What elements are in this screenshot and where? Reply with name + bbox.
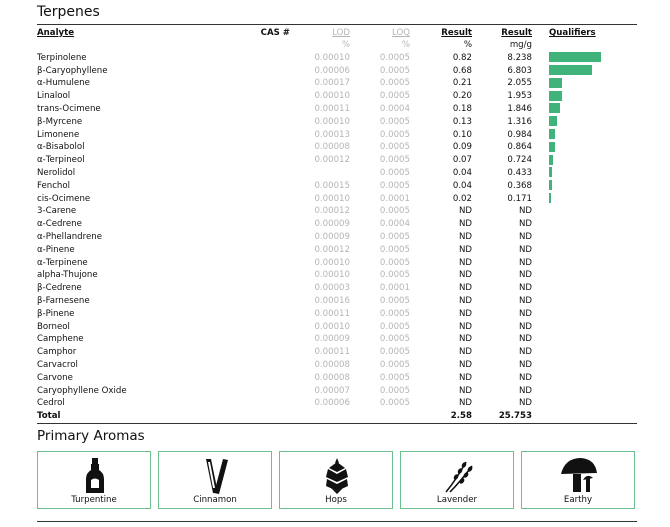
analyte-name: α-Bisabolol xyxy=(37,142,85,153)
result-bar xyxy=(549,116,557,126)
result-pct: 0.04 xyxy=(452,167,472,178)
lod-value: 0.00013 xyxy=(314,129,350,140)
result-pct: ND xyxy=(458,231,472,242)
result-bar xyxy=(549,142,555,152)
analyte-name: α-Terpineol xyxy=(37,155,85,166)
lod-value: 0.00010 xyxy=(314,257,350,268)
cas-number xyxy=(250,141,290,154)
analyte-name: α-Terpinene xyxy=(37,257,88,268)
lod-value: 0.00008 xyxy=(314,372,350,383)
qualifier-cell xyxy=(532,333,654,346)
loq-value: 0.0005 xyxy=(379,321,410,332)
loq-value: 0.0005 xyxy=(379,167,410,178)
result-mg: 1.953 xyxy=(507,91,532,102)
table-row xyxy=(37,372,654,385)
result-mg: ND xyxy=(518,372,532,383)
lod-value: 0.00010 xyxy=(314,321,350,332)
result-bar xyxy=(549,78,562,88)
result-mg: ND xyxy=(518,308,532,319)
analyte-name: cis-Ocimene xyxy=(37,193,91,204)
lod-value: 0.00006 xyxy=(314,65,350,76)
result-pct: ND xyxy=(458,398,472,409)
analyte-name: Carvacrol xyxy=(37,359,78,370)
loq-value: 0.0005 xyxy=(379,244,410,255)
unit-loq: % xyxy=(401,40,410,50)
qualifier-cell xyxy=(532,282,654,295)
loq-value: 0.0005 xyxy=(379,52,410,63)
result-bar xyxy=(549,155,553,165)
qualifier-cell xyxy=(532,103,654,116)
table-row xyxy=(37,77,654,90)
lod-value: 0.00012 xyxy=(314,155,350,166)
terpenes-table xyxy=(37,28,654,423)
table-row xyxy=(37,231,654,244)
result-mg: 1.316 xyxy=(507,116,532,127)
analyte-name: α-Humulene xyxy=(37,78,90,89)
qualifier-cell xyxy=(532,244,654,257)
loq-value: 0.0005 xyxy=(379,372,410,383)
result-mg: 0.368 xyxy=(507,180,532,191)
table-row xyxy=(37,269,654,282)
result-pct: ND xyxy=(458,295,472,306)
table-row xyxy=(37,397,654,410)
cas-number xyxy=(250,372,290,385)
result-mg: 0.171 xyxy=(507,193,532,204)
lod-value: 0.00008 xyxy=(314,359,350,370)
unit-result-pct: % xyxy=(463,40,472,50)
result-mg: ND xyxy=(518,398,532,409)
cas-number xyxy=(250,282,290,295)
qualifier-cell xyxy=(532,231,654,244)
qualifier-cell xyxy=(532,218,654,231)
table-row xyxy=(37,257,654,270)
unit-lod: % xyxy=(341,40,350,50)
cas-number xyxy=(250,90,290,103)
qualifier-cell xyxy=(532,129,654,142)
qualifier-cell xyxy=(532,346,654,359)
cas-number xyxy=(250,321,290,334)
analyte-name: 3-Carene xyxy=(37,206,77,217)
table-row xyxy=(37,282,654,295)
loq-value: 0.0005 xyxy=(379,206,410,217)
analyte-name: Nerolidol xyxy=(37,167,76,178)
cas-number xyxy=(250,244,290,257)
cas-number xyxy=(250,180,290,193)
table-row xyxy=(37,359,654,372)
loq-value: 0.0004 xyxy=(379,103,410,114)
loq-value: 0.0005 xyxy=(379,385,410,396)
cas-number xyxy=(250,359,290,372)
analyte-name: alpha-Thujone xyxy=(37,270,98,281)
result-bar xyxy=(549,65,592,75)
total-mg: 25.753 xyxy=(498,411,532,422)
analyte-name: Camphor xyxy=(37,347,77,358)
loq-value: 0.0005 xyxy=(379,308,410,319)
cas-number xyxy=(250,52,290,65)
loq-value: 0.0005 xyxy=(379,116,410,127)
result-mg: 0.864 xyxy=(507,142,532,153)
qualifier-cell xyxy=(532,308,654,321)
result-pct: 0.18 xyxy=(452,103,472,114)
result-bar xyxy=(549,103,560,113)
result-bar xyxy=(549,91,562,101)
primary-aromas-title: Primary Aromas xyxy=(37,428,145,444)
loq-value: 0.0005 xyxy=(379,155,410,166)
table-units-row xyxy=(37,39,654,52)
qualifier-cell xyxy=(532,90,654,103)
lod-value: 0.00012 xyxy=(314,244,350,255)
loq-value: 0.0005 xyxy=(379,78,410,89)
loq-value: 0.0005 xyxy=(379,359,410,370)
qualifier-cell xyxy=(532,167,654,180)
turpentine-bottle-icon xyxy=(75,456,115,496)
qualifier-cell xyxy=(532,52,654,65)
lod-value: 0.00006 xyxy=(314,398,350,409)
total-label: Total xyxy=(37,411,61,422)
result-pct: ND xyxy=(458,385,472,396)
result-mg: 6.803 xyxy=(507,65,532,76)
analyte-name: Fenchol xyxy=(37,180,71,191)
result-mg: ND xyxy=(518,244,532,255)
analyte-name: β-Farnesene xyxy=(37,295,90,306)
table-row xyxy=(37,308,654,321)
lod-value: 0.00009 xyxy=(314,334,350,345)
result-bar xyxy=(549,129,555,139)
loq-value: 0.0005 xyxy=(379,257,410,268)
unit-result-mg: mg/g xyxy=(509,40,532,50)
lod-value: 0.00009 xyxy=(314,231,350,242)
analyte-name: β-Pinene xyxy=(37,308,75,319)
qualifier-cell xyxy=(532,359,654,372)
lod-value: 0.00016 xyxy=(314,295,350,306)
table-bottom-rule xyxy=(37,423,637,424)
qualifier-cell xyxy=(532,141,654,154)
qualifier-cell xyxy=(532,77,654,90)
table-row xyxy=(37,385,654,398)
header-result-mg: Result xyxy=(501,28,532,38)
cas-number xyxy=(250,205,290,218)
cas-number xyxy=(250,308,290,321)
result-mg: 0.984 xyxy=(507,129,532,140)
result-mg: 8.238 xyxy=(507,52,532,63)
result-bar xyxy=(549,52,601,62)
table-row xyxy=(37,205,654,218)
loq-value: 0.0005 xyxy=(379,91,410,102)
analyte-name: β-Myrcene xyxy=(37,116,83,127)
lod-value: 0.00009 xyxy=(314,219,350,230)
cas-number xyxy=(250,346,290,359)
table-row xyxy=(37,346,654,359)
table-row xyxy=(37,116,654,129)
analyte-name: β-Cedrene xyxy=(37,283,82,294)
cas-number xyxy=(250,116,290,129)
result-pct: ND xyxy=(458,372,472,383)
total-row xyxy=(37,410,654,423)
result-mg: ND xyxy=(518,347,532,358)
result-bar xyxy=(549,193,551,203)
qualifier-cell xyxy=(532,321,654,334)
result-pct: 0.21 xyxy=(452,78,472,89)
lod-value xyxy=(290,167,350,180)
aroma-label: Hops xyxy=(325,495,347,505)
lod-value: 0.00011 xyxy=(314,103,350,114)
result-mg: 1.846 xyxy=(507,103,532,114)
total-pct: 2.58 xyxy=(450,411,472,422)
result-mg: ND xyxy=(518,231,532,242)
aroma-card-hops xyxy=(279,451,393,509)
aroma-card-lavender xyxy=(400,451,514,509)
aroma-label: Earthy xyxy=(563,495,593,505)
analyte-name: α-Phellandrene xyxy=(37,231,102,242)
cas-number xyxy=(250,103,290,116)
cas-number xyxy=(250,77,290,90)
aroma-label: Lavender xyxy=(436,495,478,505)
qualifier-cell xyxy=(532,154,654,167)
result-pct: 0.09 xyxy=(452,142,472,153)
lod-value: 0.00007 xyxy=(314,385,350,396)
analyte-name: Terpinolene xyxy=(37,52,87,63)
result-pct: ND xyxy=(458,270,472,281)
header-lod: LOD xyxy=(332,28,350,38)
table-header-row xyxy=(37,28,654,39)
qualifier-cell xyxy=(532,205,654,218)
result-pct: ND xyxy=(458,244,472,255)
result-pct: 0.02 xyxy=(452,193,472,204)
cas-number xyxy=(250,218,290,231)
cas-number xyxy=(250,167,290,180)
aroma-card-turpentine xyxy=(37,451,151,509)
loq-value: 0.0004 xyxy=(379,219,410,230)
table-row xyxy=(37,141,654,154)
result-mg: 0.724 xyxy=(507,155,532,166)
lod-value: 0.00010 xyxy=(314,91,350,102)
analyte-name: Cedrol xyxy=(37,398,65,409)
analyte-name: trans-Ocimene xyxy=(37,103,101,114)
result-pct: 0.68 xyxy=(452,65,472,76)
loq-value: 0.0005 xyxy=(379,398,410,409)
table-row xyxy=(37,333,654,346)
terpenes-title: Terpenes xyxy=(37,4,100,20)
lod-value: 0.00015 xyxy=(314,180,350,191)
result-pct: 0.07 xyxy=(452,155,472,166)
loq-value: 0.0001 xyxy=(379,283,410,294)
header-result-pct: Result xyxy=(441,28,472,38)
result-mg: ND xyxy=(518,219,532,230)
table-row xyxy=(37,180,654,193)
result-pct: 0.04 xyxy=(452,180,472,191)
table-row xyxy=(37,90,654,103)
qualifier-cell xyxy=(532,372,654,385)
result-pct: ND xyxy=(458,283,472,294)
qualifier-cell xyxy=(532,180,654,193)
result-mg: ND xyxy=(518,321,532,332)
result-pct: 0.82 xyxy=(452,52,472,63)
lod-value: 0.00010 xyxy=(314,116,350,127)
lod-value: 0.00017 xyxy=(314,78,350,89)
result-mg: 0.433 xyxy=(507,167,532,178)
result-mg: ND xyxy=(518,270,532,281)
loq-value: 0.0005 xyxy=(379,142,410,153)
result-mg: ND xyxy=(518,359,532,370)
header-analyte: Analyte xyxy=(37,28,75,38)
table-row xyxy=(37,167,654,180)
table-row xyxy=(37,244,654,257)
result-bar xyxy=(549,180,552,190)
aroma-label: Cinnamon xyxy=(193,495,237,505)
loq-value: 0.0005 xyxy=(379,129,410,140)
aroma-card-earthy xyxy=(521,451,635,509)
cas-number xyxy=(250,269,290,282)
result-mg: ND xyxy=(518,283,532,294)
result-pct: ND xyxy=(458,321,472,332)
result-mg: ND xyxy=(518,257,532,268)
loq-value: 0.0005 xyxy=(379,270,410,281)
result-pct: 0.20 xyxy=(452,91,472,102)
qualifier-cell xyxy=(532,257,654,270)
cinnamon-sticks-icon xyxy=(196,456,236,496)
qualifier-cell xyxy=(532,397,654,410)
result-mg: 2.055 xyxy=(507,78,532,89)
cas-number xyxy=(250,193,290,206)
table-row xyxy=(37,321,654,334)
header-cas: CAS # xyxy=(260,28,290,38)
result-mg: ND xyxy=(518,295,532,306)
table-row xyxy=(37,218,654,231)
aroma-card-cinnamon xyxy=(158,451,272,509)
qualifier-cell xyxy=(532,65,654,78)
lod-value: 0.00012 xyxy=(314,206,350,217)
analyte-name: Caryophyllene Oxide xyxy=(37,385,127,396)
analyte-name: Borneol xyxy=(37,321,70,332)
table-row xyxy=(37,154,654,167)
table-row xyxy=(37,103,654,116)
table-row xyxy=(37,65,654,78)
lod-value: 0.00011 xyxy=(314,347,350,358)
header-qualifiers: Qualifiers xyxy=(549,28,596,38)
qualifier-cell xyxy=(532,295,654,308)
result-pct: 0.10 xyxy=(452,129,472,140)
lod-value: 0.00010 xyxy=(314,193,350,204)
table-row xyxy=(37,52,654,65)
mushroom-icon xyxy=(559,456,599,496)
result-pct: ND xyxy=(458,206,472,217)
cas-number xyxy=(250,154,290,167)
cas-number xyxy=(250,231,290,244)
cas-number xyxy=(250,385,290,398)
lod-value: 0.00003 xyxy=(314,283,350,294)
qualifier-cell xyxy=(532,116,654,129)
qualifier-cell xyxy=(532,193,654,206)
loq-value: 0.0005 xyxy=(379,295,410,306)
result-mg: ND xyxy=(518,334,532,345)
result-pct: ND xyxy=(458,257,472,268)
aroma-label: Turpentine xyxy=(71,495,117,505)
analyte-name: Camphene xyxy=(37,334,84,345)
result-mg: ND xyxy=(518,385,532,396)
lod-value: 0.00010 xyxy=(314,52,350,63)
result-pct: 0.13 xyxy=(452,116,472,127)
hops-icon xyxy=(317,456,357,496)
cas-number xyxy=(250,333,290,346)
qualifier-cell xyxy=(532,385,654,398)
cas-number xyxy=(250,295,290,308)
loq-value: 0.0005 xyxy=(379,334,410,345)
cas-number xyxy=(250,397,290,410)
loq-value: 0.0005 xyxy=(379,180,410,191)
aroma-cards xyxy=(37,451,637,511)
result-mg: ND xyxy=(518,206,532,217)
analyte-name: Carvone xyxy=(37,372,73,383)
result-bar xyxy=(549,167,552,177)
analyte-name: α-Pinene xyxy=(37,244,75,255)
loq-value: 0.0005 xyxy=(379,65,410,76)
loq-value: 0.0001 xyxy=(379,193,410,204)
lod-value: 0.00011 xyxy=(314,308,350,319)
analyte-name: β-Caryophyllene xyxy=(37,65,108,76)
cas-number xyxy=(250,65,290,78)
terpenes-top-rule xyxy=(37,24,637,25)
analyte-name: Limonene xyxy=(37,129,80,140)
cas-number xyxy=(250,129,290,142)
loq-value: 0.0005 xyxy=(379,347,410,358)
qualifier-cell xyxy=(532,269,654,282)
table-row xyxy=(37,129,654,142)
table-row xyxy=(37,193,654,206)
analyte-name: α-Cedrene xyxy=(37,219,82,230)
result-pct: ND xyxy=(458,219,472,230)
result-pct: ND xyxy=(458,347,472,358)
cas-number xyxy=(250,257,290,270)
aromas-bottom-rule xyxy=(37,521,637,522)
table-row xyxy=(37,295,654,308)
header-loq: LOQ xyxy=(391,28,410,38)
result-pct: ND xyxy=(458,334,472,345)
analyte-name: Linalool xyxy=(37,91,71,102)
loq-value: 0.0005 xyxy=(379,231,410,242)
lavender-icon xyxy=(438,456,478,496)
lod-value: 0.00010 xyxy=(314,270,350,281)
lod-value: 0.00008 xyxy=(314,142,350,153)
result-pct: ND xyxy=(458,308,472,319)
result-pct: ND xyxy=(458,359,472,370)
